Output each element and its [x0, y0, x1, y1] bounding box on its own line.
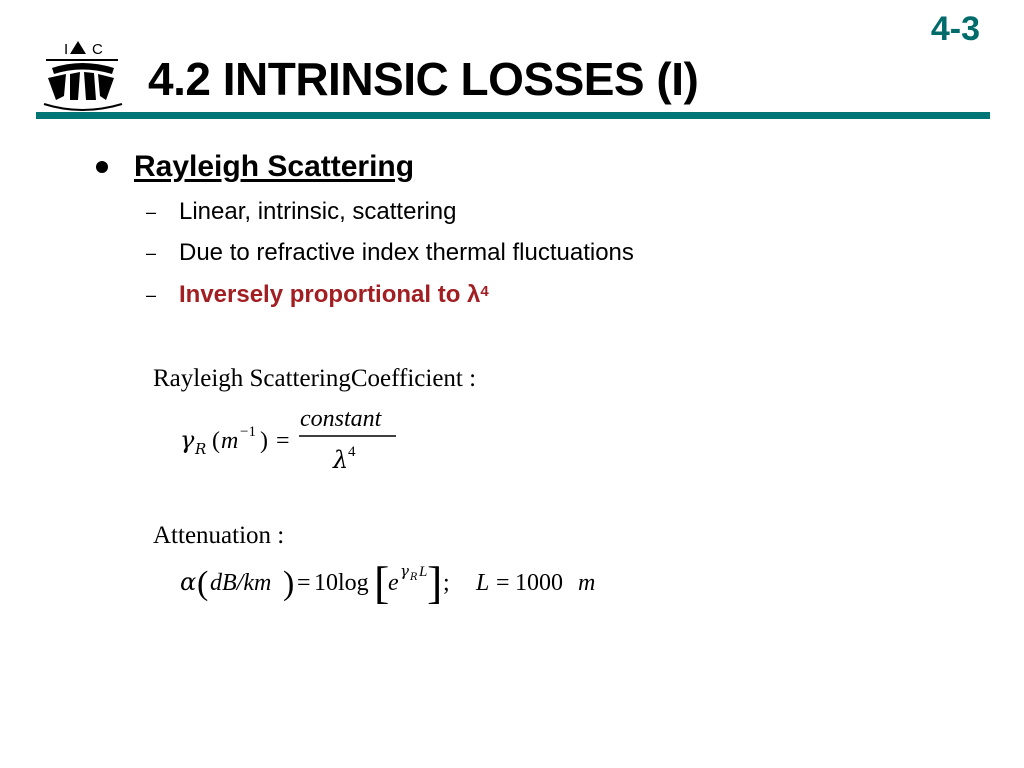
logo-letter-i: I [64, 41, 69, 58]
coefficient-label: Rayleigh ScatteringCoefficient : [153, 365, 477, 392]
sub-bullet-text: Due to refractive index thermal fluctuations [179, 239, 634, 266]
attenuation-label: Attenuation : [153, 522, 285, 549]
paren-close: ) [283, 565, 295, 602]
numerator-constant: constant [300, 406, 382, 432]
semicolon: ; [443, 570, 450, 596]
subscript-r: R [410, 572, 418, 583]
sub-bullet-text: Linear, intrinsic, scattering [179, 198, 457, 225]
bracket-close: ] [427, 557, 443, 608]
rayleigh-coefficient-formula [180, 402, 420, 482]
number-ten: 10 [314, 570, 338, 596]
dash-icon: – [146, 201, 157, 222]
bullet-dot-icon [96, 161, 108, 173]
bracket-open: [ [374, 557, 390, 608]
main-bullet [96, 150, 414, 184]
logo-wing-icon [48, 63, 114, 100]
main-bullet-heading: Rayleigh Scattering [134, 150, 415, 183]
sub-bullet-2 [146, 239, 634, 267]
log-function: log [338, 570, 369, 596]
slide-title: 4.2 INTRINSIC LOSSES (I) [148, 53, 699, 105]
exponent-neg-one: −1 [240, 424, 256, 440]
lambda-power: 4 [348, 444, 356, 460]
title-rule [36, 112, 990, 119]
sub-bullet-3 [146, 281, 489, 309]
gamma-exponent: γ [400, 562, 409, 580]
equals-sign-2: = [496, 570, 510, 596]
paren-open: ( [212, 428, 220, 454]
subscript-r: R [195, 440, 207, 458]
equals-sign: = [276, 428, 290, 454]
attenuation-formula [180, 556, 620, 612]
iac-logo [36, 38, 128, 116]
slide-number: 4-3 [930, 10, 980, 48]
unit-meters: m [578, 570, 596, 596]
logo-triangle-icon [70, 41, 86, 54]
dash-icon: – [146, 242, 157, 263]
sub-bullet-1 [146, 198, 456, 226]
length-l: L [476, 570, 490, 596]
paren-close: ) [260, 428, 268, 454]
paren-open: ( [197, 565, 209, 602]
lambda-symbol: λ [333, 446, 349, 474]
unit-m: m [221, 428, 239, 454]
equals-sign: = [297, 570, 311, 596]
logo-letter-c: C [92, 41, 103, 58]
sub-bullet-superscript: 4 [480, 282, 489, 300]
gamma-symbol: γ [180, 426, 195, 454]
euler-e: e [388, 570, 399, 596]
dash-icon: – [146, 284, 157, 305]
length-value: 1000 [515, 570, 563, 596]
units-db-km: dB/km [210, 570, 272, 596]
length-l-exponent: L [419, 564, 428, 580]
alpha-symbol: α [180, 568, 197, 596]
sub-bullet-text: Inversely proportional to λ [179, 281, 481, 308]
